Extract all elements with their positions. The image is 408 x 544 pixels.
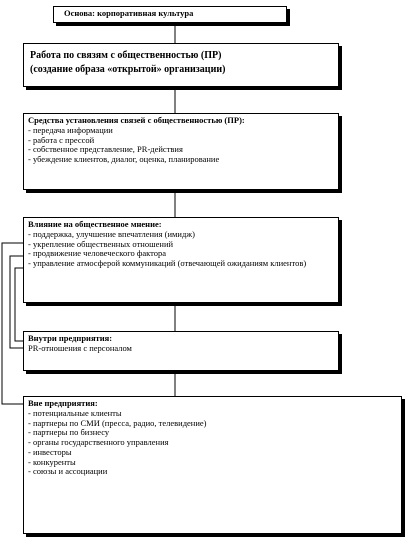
outside-item: - инвесторы bbox=[28, 446, 72, 457]
pr-work-box bbox=[23, 43, 339, 87]
pr-work-line2: (создание образа «открытой» организации) bbox=[30, 63, 226, 75]
means-box bbox=[23, 113, 339, 190]
outside-item: - партнеры по бизнесу bbox=[28, 427, 110, 438]
bracket-inner-1 bbox=[10, 256, 23, 348]
bracket-inner-2 bbox=[15, 268, 23, 341]
pr-work-line1: Работа по связям с общественностью (ПР) bbox=[30, 50, 222, 61]
outside-box bbox=[23, 396, 402, 534]
outside-item: - органы государственного управления bbox=[28, 437, 169, 448]
means-title: Средства установления связей с общественностью (ПР): bbox=[28, 115, 245, 125]
inside-item: PR-отношения с персоналом bbox=[28, 342, 132, 353]
means-item: - передача информации bbox=[28, 124, 113, 135]
influence-item: - продвижение человеческого фактора bbox=[28, 248, 167, 259]
means-item: - собственное представление, PR-действия bbox=[28, 144, 183, 155]
means-item: - работа с прессой bbox=[28, 134, 95, 145]
influence-title: Влияние на общественное мнение: bbox=[28, 219, 162, 229]
influence-item: - укрепление общественных отношений bbox=[28, 238, 174, 249]
basis-title: Основа: корпоративная культура bbox=[64, 8, 194, 18]
influence-box bbox=[23, 217, 339, 303]
outside-item: - потенциальные клиенты bbox=[28, 407, 122, 418]
outside-item: - партнеры по СМИ (пресса, радио, телевидение) bbox=[28, 417, 207, 428]
outside-item: - союзы и ассоциации bbox=[28, 466, 108, 477]
inside-title: Внутри предприятия: bbox=[28, 333, 113, 343]
basis-box bbox=[53, 6, 287, 23]
means-item: - убеждение клиентов, диалог, оценка, планирование bbox=[28, 154, 220, 165]
influence-item: - поддержка, улучшение впечатления (имидж) bbox=[28, 228, 195, 239]
outside-item: - конкуренты bbox=[28, 456, 76, 467]
influence-item: - управление атмосферой коммуникаций (отвечающей ожиданиям клиентов) bbox=[28, 258, 307, 269]
outside-title: Вне предприятия: bbox=[28, 398, 98, 408]
bracket-outer bbox=[2, 243, 23, 404]
inside-box bbox=[23, 331, 339, 371]
